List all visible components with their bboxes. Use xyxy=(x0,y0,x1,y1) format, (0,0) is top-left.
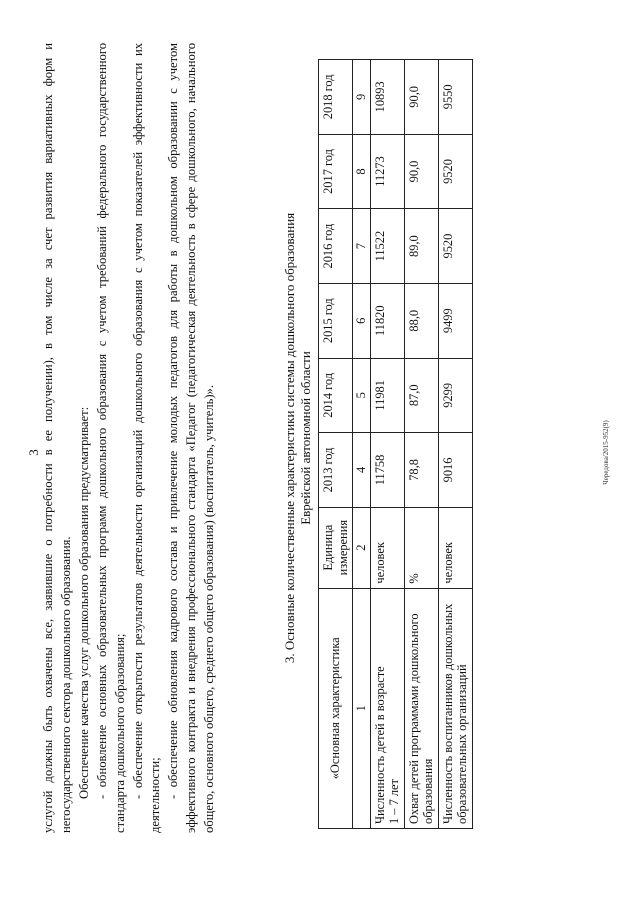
section-title: 3. Основные количественные характеристики системы дошкольного образования xyxy=(282,212,297,664)
table-header-cell: 2018 год xyxy=(319,60,353,135)
row-label-continued: 1 – 7 лет xyxy=(387,779,401,824)
row-value: 11273 xyxy=(370,134,404,209)
row-value: 87,0 xyxy=(404,358,438,433)
paragraph: - обеспечение обновления кадрового состава и привлечение молодых педагогов для работы в дошкольном образовании с учетом эффективного контракта и внедрения профессионального стандарта «Педагог (педагогическая деятельность в сфере дошкольного, начального общего, основного общего, среднего общего образования) (воспитатель, учитель)». xyxy=(166,43,217,833)
table-number-row xyxy=(353,60,371,829)
row-value: 9016 xyxy=(438,433,472,508)
paragraph: услугой должны быть охвачены все, заявившие о потребности в ее получении), в том числе за счет развития вариативных форм и негосударственного сектора дошкольного образования. xyxy=(41,43,73,833)
row-value: 9520 xyxy=(438,134,472,209)
characteristics-table xyxy=(318,59,473,829)
row-value: 78,8 xyxy=(404,433,438,508)
row-value: 88,0 xyxy=(404,283,438,358)
table-header-cell: Единица измерения xyxy=(319,507,353,588)
table-row xyxy=(438,60,472,829)
row-value: 11522 xyxy=(370,209,404,284)
table-header-row xyxy=(319,60,353,829)
body-text xyxy=(40,43,219,833)
table-header-cell: 2013 год xyxy=(319,433,353,508)
row-value: 11758 xyxy=(370,433,404,508)
row-value: 11981 xyxy=(370,358,404,433)
row-value: 9299 xyxy=(438,358,472,433)
row-value: 90,0 xyxy=(404,60,438,135)
row-value: 90,0 xyxy=(404,134,438,209)
row-label: Численность детей в возрасте xyxy=(372,666,387,824)
row-label-cell xyxy=(438,588,472,828)
row-label-cell xyxy=(404,588,438,828)
row-value: 89,0 xyxy=(404,209,438,284)
row-label: Численность воспитанников дошкольных xyxy=(440,603,455,824)
table-col-number: 2 xyxy=(353,507,371,588)
table-row xyxy=(370,60,404,829)
paragraph: - обеспечение открытости результатов деятельности организаций дошкольного образования с учетом показателей эффективности их деятельности; xyxy=(130,43,163,833)
row-unit: % xyxy=(404,507,438,588)
row-value: 9499 xyxy=(438,283,472,358)
table-header-cell: «Основная характеристика xyxy=(319,588,353,828)
section-subtitle: Еврейской автономной области xyxy=(298,351,313,525)
row-label-cell xyxy=(370,588,404,828)
table-col-number: 4 xyxy=(353,433,371,508)
paragraph: Обеспечение качества услуг дошкольного образования предусматривает: xyxy=(76,406,91,799)
page-number: 3 xyxy=(26,449,41,456)
row-label-continued: образовательных организаций xyxy=(455,664,469,824)
row-value: 10893 xyxy=(370,60,404,135)
table-col-number: 5 xyxy=(353,358,371,433)
table-col-number: 8 xyxy=(353,134,371,209)
table-col-number: 1 xyxy=(353,588,371,828)
table-col-number: 9 xyxy=(353,60,371,135)
table-col-number: 6 xyxy=(353,283,371,358)
row-value: 11820 xyxy=(370,283,404,358)
row-unit: человек xyxy=(370,507,404,588)
row-value: 9520 xyxy=(438,209,472,284)
table-col-number: 7 xyxy=(353,209,371,284)
table-header-cell: 2017 год xyxy=(319,134,353,209)
table-header-cell: 2014 год xyxy=(319,358,353,433)
table-header-cell: 2016 год xyxy=(319,209,353,284)
row-label: Охват детей программами дошкольного xyxy=(406,613,421,824)
row-value: 9550 xyxy=(438,60,472,135)
row-label-continued: образования xyxy=(421,758,435,824)
paragraph: - обновление основных образовательных программ дошкольного образования с учетом требований федерального государственного стандарта дошкольного образования; xyxy=(94,43,127,833)
table-row xyxy=(404,60,438,829)
row-unit: человек xyxy=(438,507,472,588)
document-footer: Чередова/2015-952(9) xyxy=(602,420,610,485)
table-header-cell: 2015 год xyxy=(319,283,353,358)
section-heading xyxy=(282,43,314,833)
